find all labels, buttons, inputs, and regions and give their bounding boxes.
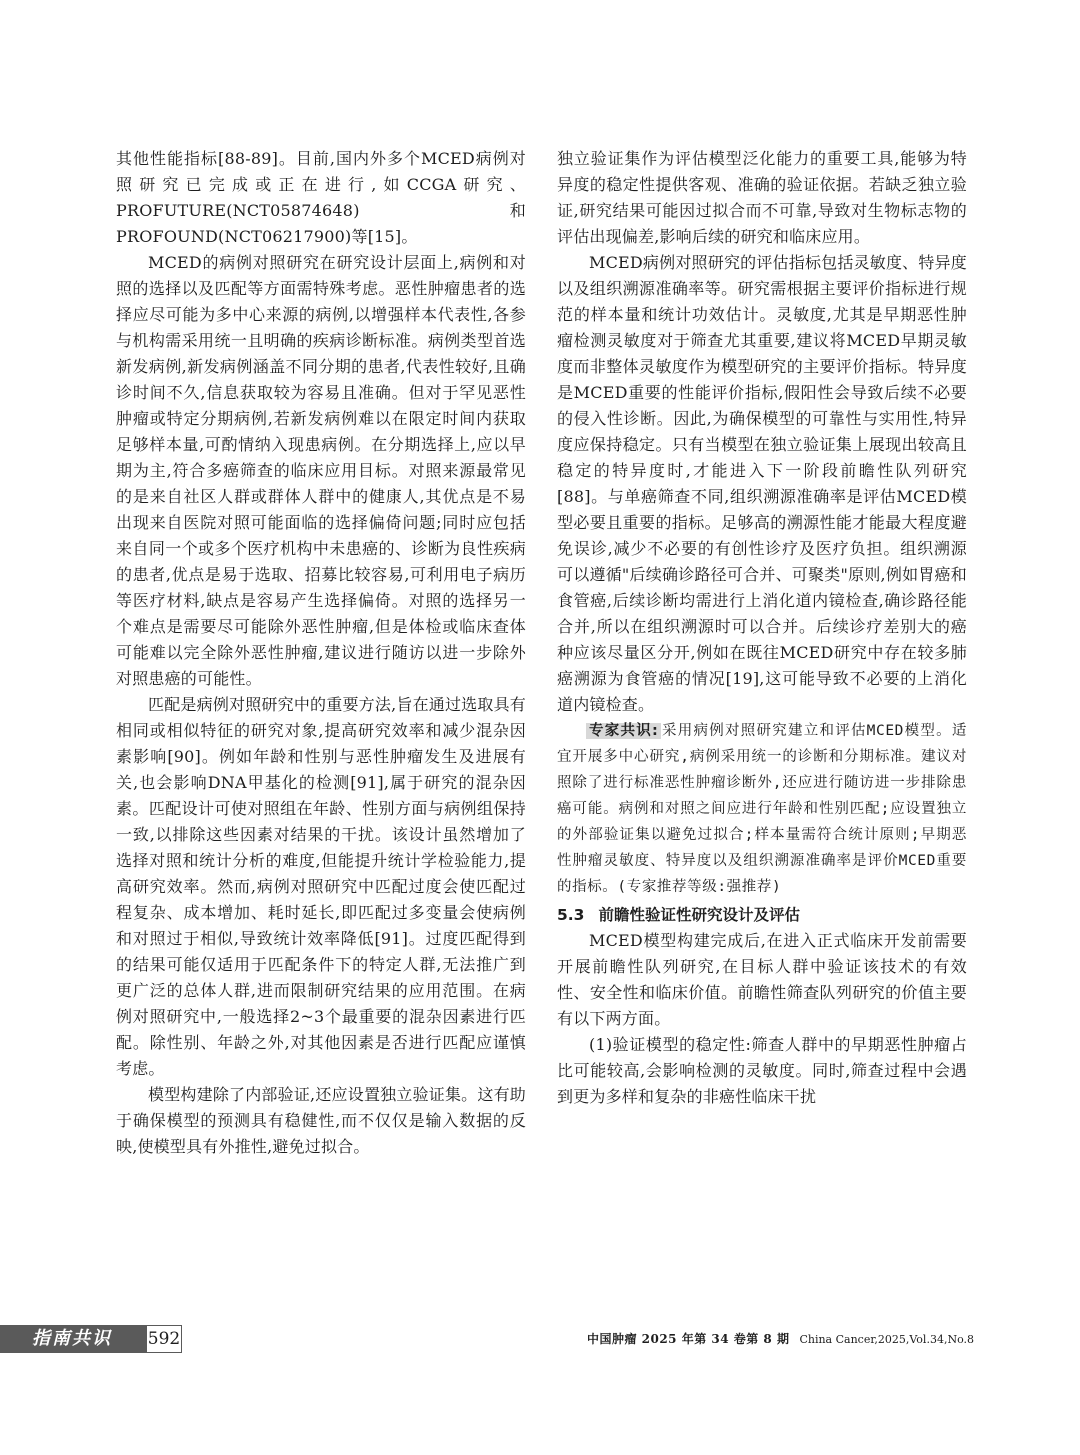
footer-section-label: 指南共识	[0, 1325, 146, 1353]
paragraph: 其他性能指标[88-89]。目前,国内外多个MCED病例对照研究已完成或正在进行,如CCGA研究、PROFUTURE(NCT05874648)和PROFOUND(NCT06217900)等[15]。	[116, 149, 526, 246]
journal-title-cn: 中国肿瘤 2025 年第 34 卷第 8 期	[586, 1332, 790, 1346]
footer-section-tab	[0, 1325, 182, 1353]
paragraph: 模型构建除了内部验证,还应设置独立验证集。这有助于确保模型的预测具有稳健性,而不仅仅是输入数据的反映,使模型具有外推性,避免过拟合。	[116, 1085, 526, 1156]
section-heading	[557, 902, 967, 928]
section-number: 5.3	[557, 906, 585, 924]
left-column	[116, 146, 526, 1160]
paragraph: MCED模型构建完成后,在进入正式临床开发前需要开展前瞻性队列研究,在目标人群中验证该技术的有效性、安全性和临床价值。前瞻性筛查队列研究的价值主要有以下两方面。	[557, 931, 967, 1028]
journal-title-en: China Cancer,2025,Vol.34,No.8	[799, 1333, 974, 1346]
paragraph: 匹配是病例对照研究中的重要方法,旨在通过选取具有相同或相似特征的研究对象,提高研究效率和减少混杂因素影响[90]。例如年龄和性别与恶性肿瘤发生及进展有关,也会影响DNA甲基化的检测[91],属于研究的混杂因素。匹配设计可使对照组在年龄、性别方面与病例组保持一致,以排除这些因素对结果的干扰。该设计虽然增加了选择对照和统计分析的难度,但能提升统计学检验能力,提高研究效率。然而,病例对照研究中匹配过度会使匹配过程复杂、成本增加、耗时延长,即匹配过多变量会使病例和对照过于相似,导致统计效率降低[91]。过度匹配得到的结果可能仅适用于匹配条件下的特定人群,无法推广到更广泛的总体人群,进而限制研究结果的应用范围。在病例对照研究中,一般选择2~3个最重要的混杂因素进行匹配。除性别、年龄之外,对其他因素是否进行匹配应谨慎考虑。	[116, 695, 526, 1078]
page-number: 592	[146, 1325, 182, 1353]
journal-footer	[587, 1330, 974, 1349]
expert-consensus-label: 专家共识:	[586, 723, 661, 739]
section-title: 前瞻性验证性研究设计及评估	[598, 906, 800, 924]
paragraph: MCED的病例对照研究在研究设计层面上,病例和对照的选择以及匹配等方面需特殊考虑。恶性肿瘤患者的选择应尽可能为多中心来源的病例,以增强样本代表性,各参与机构需采用统一且明确的疾病诊断标准。病例类型首选新发病例,新发病例涵盖不同分期的患者,代表性较好,且确诊时间不久,信息获取较为容易且准确。但对于罕见恶性肿瘤或特定分期病例,若新发病例难以在限定时间内获取足够样本量,可酌情纳入现患病例。在分期选择上,应以早期为主,符合多癌筛查的临床应用目标。对照来源最常见的是来自社区人群或群体人群中的健康人,其优点是不易出现来自医院对照可能面临的选择偏倚问题;同时应包括来自同一个或多个医疗机构中未患癌的、诊断为良性疾病的患者,优点是易于选取、招募比较容易,可利用电子病历等医疗材料,缺点是容易产生选择偏倚。对照的选择另一个难点是需要尽可能除外恶性肿瘤,但是体检或临床查体可能难以完全除外恶性肿瘤,建议进行随访以进一步除外对照患癌的可能性。	[116, 253, 526, 688]
expert-consensus-text: 采用病例对照研究建立和评估MCED模型。适宜开展多中心研究,病例采用统一的诊断和分期标准。建议对照除了进行标准恶性肿瘤诊断外,还应进行随访进一步排除患癌可能。病例和对照之间应进行年龄和性别匹配;应设置独立的外部验证集以避免过拟合;样本量需符合统计原则;早期恶性肿瘤灵敏度、特异度以及组织溯源准确率是评价MCED重要的指标。(专家推荐等级:强推荐)	[557, 723, 967, 895]
expert-consensus-box	[557, 718, 967, 900]
paragraph: 独立验证集作为评估模型泛化能力的重要工具,能够为特异度的稳定性提供客观、准确的验证依据。若缺乏独立验证,研究结果可能因过拟合而不可靠,导致对生物标志物的评估出现偏差,影响后续的研究和临床应用。	[557, 149, 967, 246]
right-column	[557, 146, 967, 1110]
paragraph: MCED病例对照研究的评估指标包括灵敏度、特异度以及组织溯源准确率等。研究需根据主要评价指标进行规范的样本量和统计功效估计。灵敏度,尤其是早期恶性肿瘤检测灵敏度对于筛查尤其重要,建议将MCED早期灵敏度而非整体灵敏度作为模型研究的主要评价指标。特异度是MCED重要的性能评价指标,假阳性会导致后续不必要的侵入性诊断。因此,为确保模型的可靠性与实用性,特异度应保持稳定。只有当模型在独立验证集上展现出较高且稳定的特异度时,才能进入下一阶段前瞻性队列研究[88]。与单癌筛查不同,组织溯源准确率是评估MCED模型必要且重要的指标。足够高的溯源性能才能最大程度避免误诊,减少不必要的有创性诊疗及医疗负担。组织溯源可以遵循"后续确诊路径可合并、可聚类"原则,例如胃癌和食管癌,后续诊断均需进行上消化道内镜检查,确诊路径能合并,所以在组织溯源时可以合并。后续诊疗差别大的癌种应该尽量区分开,例如在既往MCED研究中存在较多肺癌溯源为食管癌的情况[19],这可能导致不必要的上消化道内镜检查。	[557, 253, 967, 714]
paragraph: (1)验证模型的稳定性:筛查人群中的早期恶性肿瘤占比可能较高,会影响检测的灵敏度。同时,筛查过程中会遇到更为多样和复杂的非癌性临床干扰	[557, 1035, 967, 1106]
